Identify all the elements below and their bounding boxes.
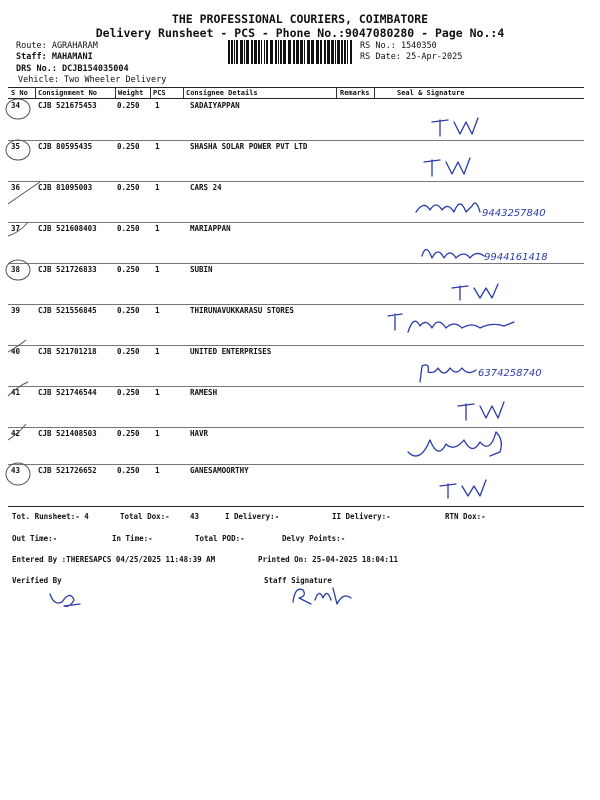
signature-36 (416, 203, 546, 219)
row-consignee: SUBIN (190, 265, 213, 274)
row-weight: 0.250 (117, 224, 140, 233)
barcode-bar (296, 40, 299, 64)
barcode-bar (258, 40, 260, 64)
tot-runsheet: Tot. Runsheet:- 4 (12, 512, 89, 521)
signature-42 (408, 432, 501, 456)
row-consignment-no: CJB 521408503 (38, 429, 97, 438)
signature-40-phone: 6374258740 (478, 368, 542, 379)
table-top-rule (8, 87, 584, 88)
total-pod: Total POD:- (195, 534, 245, 543)
row-sno: 35 (11, 142, 21, 151)
barcode-bar (246, 40, 249, 64)
row-pcs: 1 (155, 347, 160, 356)
out-time: Out Time:- (12, 534, 58, 543)
row-weight: 0.250 (117, 466, 140, 475)
col-pcs: PCS (153, 89, 166, 97)
row-sno: 34 (11, 101, 21, 110)
row-consignee: SHASHA SOLAR POWER PVT LTD (190, 142, 308, 151)
column-divider (115, 87, 116, 98)
barcode-bar (316, 40, 319, 64)
barcode-bar (283, 40, 286, 64)
signature-34 (432, 118, 478, 136)
row-pcs: 1 (155, 224, 160, 233)
row-sno: 41 (11, 388, 21, 397)
barcode-bar (244, 40, 245, 64)
row-weight: 0.250 (117, 347, 140, 356)
row-weight: 0.250 (117, 101, 140, 110)
row-pcs: 1 (155, 466, 160, 475)
barcode-bar (240, 40, 243, 64)
barcode-bar (251, 40, 253, 64)
barcode (228, 40, 356, 64)
barcode-bar (264, 40, 265, 64)
barcode-bar (307, 40, 310, 64)
verified-by: Verified By (12, 576, 62, 585)
row-consignee: HAVR (190, 429, 209, 438)
delvy-points: Delvy Points:- (282, 534, 346, 543)
staff-signature-label: Staff Signature (264, 576, 332, 585)
row-weight: 0.250 (117, 183, 140, 192)
ii-delivery: II Delivery:- (332, 512, 391, 521)
vehicle-label: Vehicle: Two Wheeler Delivery (18, 75, 167, 85)
row-pcs: 1 (155, 306, 160, 315)
row-sno: 43 (11, 466, 21, 475)
row-weight: 0.250 (117, 429, 140, 438)
row-consignment-no: CJB 81095003 (38, 183, 93, 192)
barcode-bar (254, 40, 257, 64)
row-consignee: GANESAMOORTHY (190, 466, 249, 475)
row-weight: 0.250 (117, 388, 140, 397)
row-pcs: 1 (155, 429, 160, 438)
row-consignee: MARIAPPAN (190, 224, 231, 233)
row-pcs: 1 (155, 183, 160, 192)
row-consignee: CARS 24 (190, 183, 222, 192)
barcode-bar (327, 40, 330, 64)
rs-date: RS Date: 25-Apr-2025 (360, 52, 463, 62)
column-divider (336, 87, 337, 98)
row-consignment-no: CJB 521726652 (38, 466, 97, 475)
barcode-bar (320, 40, 322, 64)
runsheet-subtitle: Delivery Runsheet - PCS - Phone No.:9047080280 - Page No.:4 (95, 26, 505, 40)
printed-on: Printed On: 25-04-2025 18:04:11 (258, 555, 398, 564)
col-seal-signature: Seal & Signature (397, 89, 465, 97)
barcode-bar (300, 40, 303, 64)
signature-39 (388, 314, 514, 332)
barcode-bar (341, 40, 343, 64)
barcode-bar (347, 40, 348, 64)
row-consignee: UNITED ENTERPRISES (190, 347, 272, 356)
barcode-bar (335, 40, 336, 64)
i-delivery: I Delivery:- (225, 512, 280, 521)
barcode-bar (234, 40, 235, 64)
barcode-bar (236, 40, 238, 64)
signature-40 (420, 365, 542, 382)
barcode-bar (278, 40, 279, 64)
row-sno: 39 (11, 306, 21, 315)
table-header-rule (8, 98, 584, 99)
row-pcs: 1 (155, 265, 160, 274)
col-sno: S No (11, 89, 28, 97)
barcode-bar (261, 40, 262, 64)
barcode-bar (228, 40, 230, 64)
total-dox-value: 43 (190, 512, 200, 521)
col-consignee: Consignee Details (186, 89, 258, 97)
company-title: THE PROFESSIONAL COURIERS, COIMBATORE (171, 12, 429, 26)
row-weight: 0.250 (117, 265, 140, 274)
column-divider (150, 87, 151, 98)
signature-41 (458, 402, 504, 420)
signature-37 (422, 249, 548, 263)
barcode-bar (280, 40, 282, 64)
signature-35 (424, 158, 470, 176)
barcode-bar (266, 40, 268, 64)
col-remarks: Remarks (340, 89, 370, 97)
barcode-bar (324, 40, 326, 64)
staff-signature-mark (285, 582, 365, 610)
in-time: In Time:- (112, 534, 153, 543)
drs-label: DRS No.: DCJB154035004 (16, 64, 129, 74)
row-consignment-no: CJB 521726833 (38, 265, 97, 274)
barcode-bar (293, 40, 295, 64)
col-consignment: Consignment No (38, 89, 98, 97)
barcode-bar (311, 40, 314, 64)
row-sno: 36 (11, 183, 21, 192)
barcode-bar (304, 40, 305, 64)
row-consignment-no: CJB 521675453 (38, 101, 97, 110)
signature-38 (452, 284, 498, 300)
barcode-bar (337, 40, 340, 64)
barcode-bar (270, 40, 273, 64)
row-sno: 40 (11, 347, 21, 356)
row-consignee: RAMESH (190, 388, 218, 397)
entered-by: Entered By :THERESAPCS 04/25/2025 11:48:39 AM (12, 555, 216, 564)
row-pcs: 1 (155, 388, 160, 397)
row-pcs: 1 (155, 142, 160, 151)
barcode-bar (344, 40, 346, 64)
barcode-bar (288, 40, 291, 64)
staff-label: Staff: MAHAMANI (16, 52, 93, 62)
column-divider (374, 87, 375, 98)
signature-36-phone: 9443257840 (482, 208, 546, 219)
row-sno: 42 (11, 429, 21, 438)
row-consignment-no: CJB 521746544 (38, 388, 97, 397)
verified-by-signature (40, 588, 100, 614)
row-sno: 38 (11, 265, 21, 274)
barcode-bar (231, 40, 233, 64)
row-consignment-no: CJB 521608403 (38, 224, 97, 233)
barcode-bar (331, 40, 334, 64)
barcode-bar (350, 40, 352, 64)
row-weight: 0.250 (117, 142, 140, 151)
col-weight: Weight (118, 89, 144, 97)
row-consignment-no: CJB 521701218 (38, 347, 97, 356)
row-pcs: 1 (155, 101, 160, 110)
row-weight: 0.250 (117, 306, 140, 315)
row-consignment-no: CJB 521556845 (38, 306, 97, 315)
row-sno: 37 (11, 224, 21, 233)
column-divider (35, 87, 36, 98)
table-bottom-rule (8, 506, 584, 507)
row-consignee: SADAIYAPPAN (190, 101, 240, 110)
row-consignee: THIRUNAVUKKARASU STORES (190, 306, 294, 315)
rs-number: RS No.: 1540350 (360, 41, 437, 51)
signature-37-phone: 9944161418 (484, 252, 548, 263)
total-dox-label: Total Dox:- (120, 512, 170, 521)
signature-43 (440, 480, 486, 498)
barcode-bar (275, 40, 277, 64)
route-label: Route: AGRAHARAM (16, 41, 98, 51)
row-consignment-no: CJB 80595435 (38, 142, 93, 151)
column-divider (183, 87, 184, 98)
rtn-dox: RTN Dox:- (445, 512, 486, 521)
signature-column (380, 100, 590, 500)
